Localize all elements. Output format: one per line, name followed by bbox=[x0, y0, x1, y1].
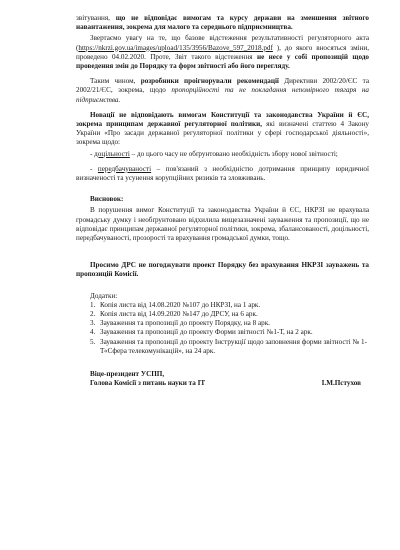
bullet-marker: - bbox=[90, 164, 98, 173]
list-text: Копія листа від 14.08.2020 №107 до НКРЗІ, на 1 арк. bbox=[100, 300, 261, 309]
paragraph-reporting bbox=[76, 14, 369, 32]
conclusions-text: В порушення вимог Конституції та законодавства України й ЄС, НКРЗІ не врахувала громадську думку і необґрунтовано відхилила вищезазначені зауваження та пропозиції, що не відповідає принципам державної регуляторної політики, зокрема, збалансованості, доцільності, передбачуваності, прозорості та врахування громадської думки, тощо. bbox=[76, 206, 369, 243]
paragraph-text: Директиви 2002/20/ЄС та 2002/21/ЄС, зокрема, щодо bbox=[76, 77, 369, 95]
paragraph-baseline-tracking bbox=[76, 34, 369, 71]
document-link[interactable]: https://nkrzi.gov.ua/images/upload/135/3956/Bazove_597_2018.pdf bbox=[78, 43, 273, 52]
list-text: Зауваження та пропозиції до проекту Форми звітності №1-Т, на 2 арк. bbox=[100, 328, 313, 337]
bullet-item bbox=[76, 165, 369, 183]
signatory-name: І.М.Пстухов bbox=[321, 379, 361, 388]
attachments-heading: Додатки: bbox=[90, 291, 118, 300]
list-number: 3. bbox=[90, 319, 96, 328]
paragraph-text: Таким чином, bbox=[90, 77, 141, 86]
list-text: Копія листа від 14.09.2020 №147 до ДРСУ, на 6 арк. bbox=[100, 310, 258, 319]
list-text: Зауваження та пропозиції до проекту Інструкції щодо заповнення форми звітності № 1-Т«Сфера телекомунікацій», на 24 арк. bbox=[100, 337, 367, 355]
bullet-text: – до цього часу не обґрунтовано необхідність збору нової звітності; bbox=[129, 149, 338, 158]
bullet-item bbox=[76, 150, 369, 159]
bullet-term: доцільності bbox=[94, 149, 130, 158]
paragraph-text: Звертаємо увагу на те, що базове відстеження результативності регуляторного акта ( bbox=[76, 34, 369, 52]
list-number: 4. bbox=[90, 328, 96, 337]
list-number: 5. bbox=[90, 337, 96, 346]
list-item bbox=[90, 301, 369, 310]
signature-block bbox=[90, 370, 361, 388]
signatory-position: Віце-президент УСПП, bbox=[90, 370, 165, 379]
attachments-list bbox=[76, 301, 369, 356]
paragraph-emphasis: розробники проігнорували рекомендації bbox=[140, 77, 279, 86]
paragraph-emphasis: Новації не відповідають вимогам Конституції та законодавства України й ЄС, зокрема принципам державної регуляторної політики, bbox=[76, 110, 369, 129]
paragraph-emphasis: не несе у собі пропозицій щодо проведення змін до Порядку та форм звітності або його перегляду. bbox=[76, 52, 369, 71]
list-item bbox=[90, 310, 369, 319]
paragraph-novations bbox=[76, 111, 369, 148]
list-item bbox=[90, 338, 369, 356]
list-number: 1. bbox=[90, 300, 96, 309]
paragraph-directives bbox=[76, 77, 369, 105]
bullet-term: передбачуваності bbox=[97, 164, 152, 173]
paragraph-text: ), до якого вносяться зміни, проведено 04.02.2020. Проте, Звіт такого відстеження bbox=[76, 43, 369, 61]
list-number: 2. bbox=[90, 310, 96, 319]
bullet-text: – пов'язаний з необхідністю дотримання принципу юридичної визначеності та усунення корупційних ризиків та зловживань. bbox=[76, 164, 369, 183]
conclusions-heading: Висновок: bbox=[90, 195, 124, 204]
paragraph-italic: пропорційності та не покладання непомірного тягаря на підприємства. bbox=[76, 86, 369, 104]
paragraph-text: які визначені статтею 4 Закону України «Про засади державної регуляторної політики у сфері господарської діяльності», зокрема щодо: bbox=[76, 120, 369, 147]
paragraph-text: звітування, bbox=[76, 14, 116, 22]
paragraph-emphasis: що не відповідає вимогам та курсу держави на зменшення звітного навантаження, зокрема для малого та середнього підприємництва. bbox=[76, 14, 369, 32]
list-text: Зауваження та пропозиції до проекту Порядку, на 8 арк. bbox=[100, 319, 270, 328]
bullet-marker: - bbox=[90, 149, 95, 158]
request-text: Просимо ДРС не погоджувати проект Порядку без врахування НКРЗІ зауважень та пропозицій Комісії. bbox=[76, 261, 369, 279]
list-item bbox=[90, 319, 369, 328]
list-item bbox=[90, 328, 369, 337]
signatory-position: Голова Комісії з питань науки та ІТ bbox=[90, 379, 206, 388]
signatory-title bbox=[90, 370, 205, 388]
